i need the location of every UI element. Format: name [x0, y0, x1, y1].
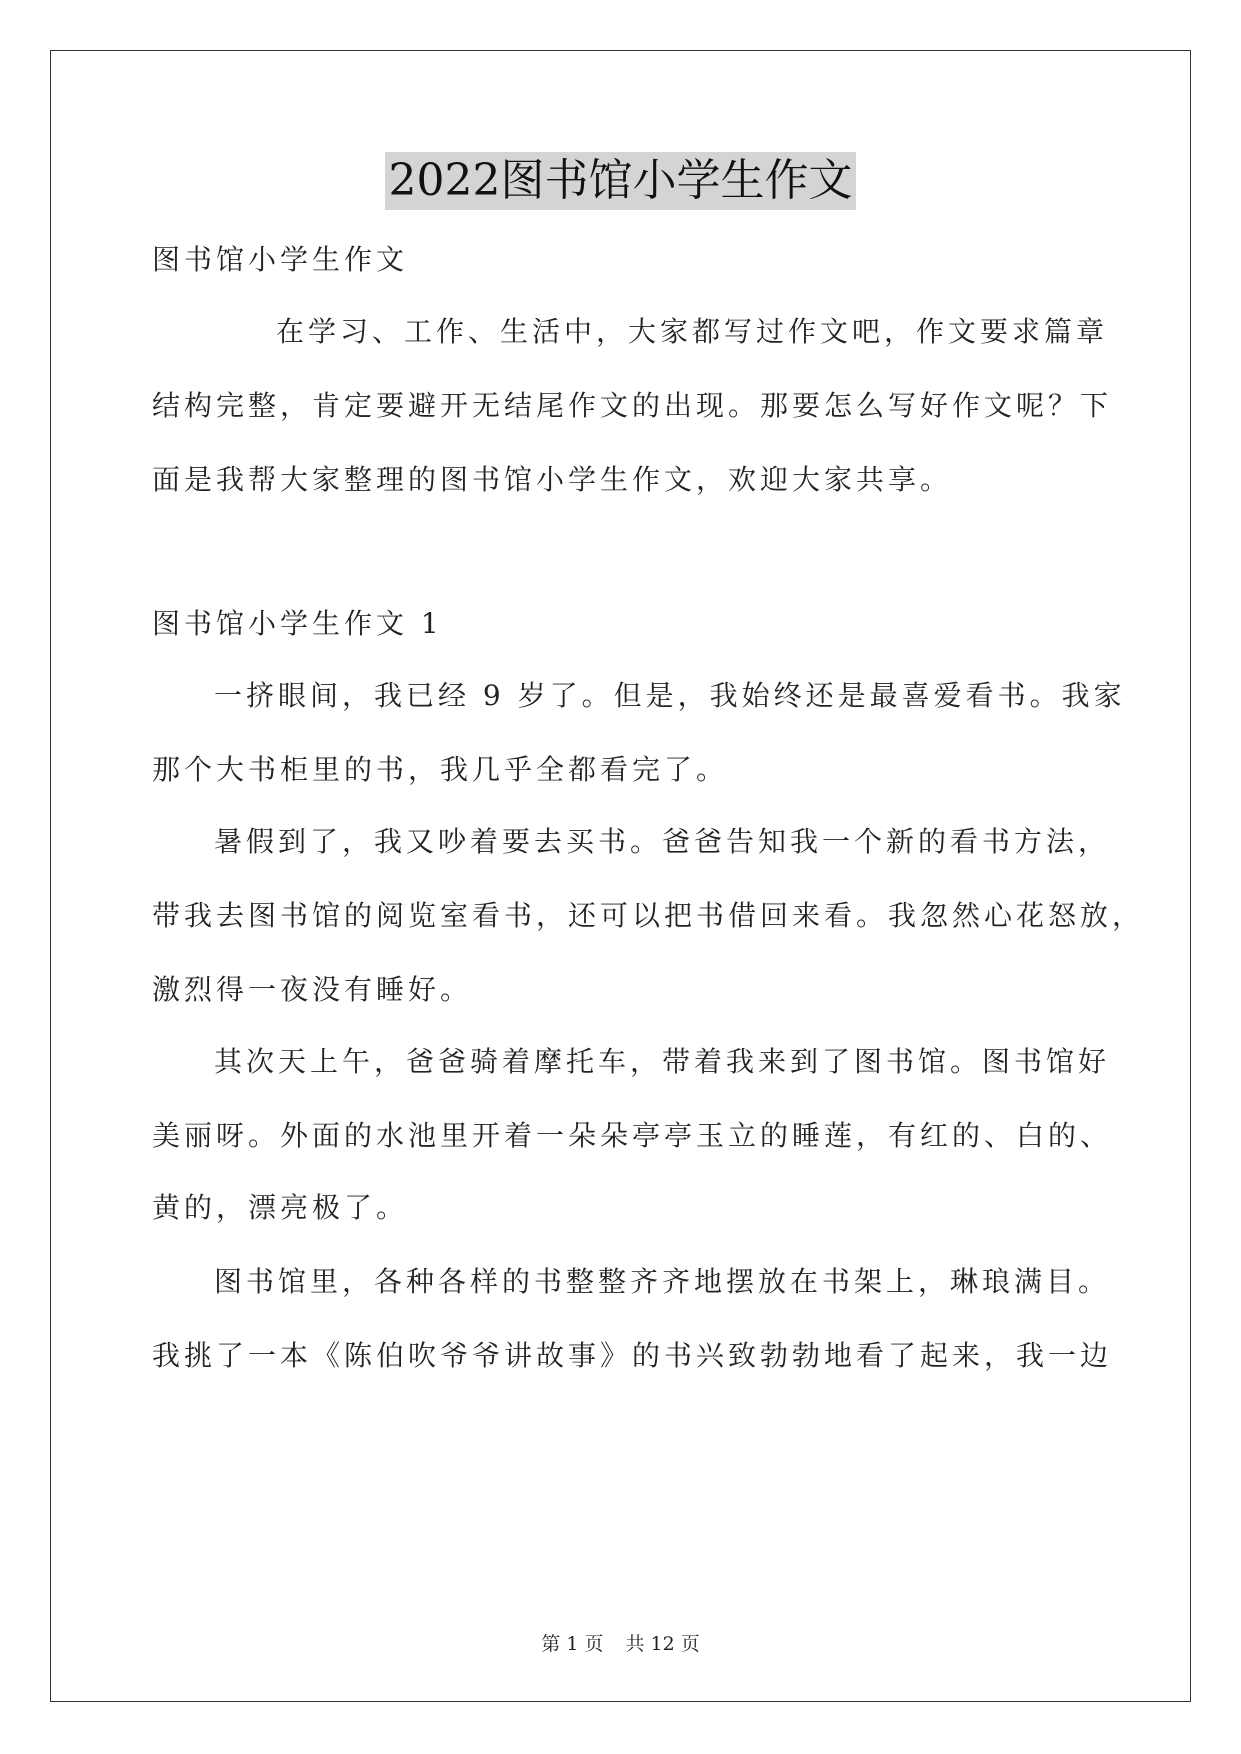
body-line: 美丽呀。外面的水池里开着一朵朵亭亭玉立的睡莲，有红的、白的、: [152, 1119, 1113, 1152]
body-line: 那个大书柜里的书，我几乎全都看完了。: [152, 753, 729, 786]
body-line: 图书馆里，各种各样的书整整齐齐地摆放在书架上，琳琅满目。: [214, 1265, 1111, 1298]
document-title-text: 2022图书馆小学生作文: [385, 152, 857, 210]
body-line: 我挑了一本《陈伯吹爷爷讲故事》的书兴致勃勃地看了起来，我一边: [152, 1339, 1113, 1372]
page-border: [50, 50, 1191, 1702]
body-line: 一挤眼间，我已经 9 岁了。但是，我始终还是最喜爱看书。我家: [214, 679, 1126, 712]
section-heading: 图书馆小学生作文 1: [152, 607, 443, 640]
body-line: 激烈得一夜没有睡好。: [152, 973, 473, 1006]
body-line: 暑假到了，我又吵着要去买书。爸爸告知我一个新的看书方法，: [214, 825, 1111, 858]
document-title: [0, 152, 1241, 210]
intro-line: 面是我帮大家整理的图书馆小学生作文，欢迎大家共享。: [152, 463, 953, 496]
document-subtitle: 图书馆小学生作文: [152, 243, 409, 276]
intro-line: 在学习、工作、生活中，大家都写过作文吧，作文要求篇章: [276, 315, 1109, 348]
body-line: 带我去图书馆的阅览室看书，还可以把书借回来看。我忽然心花怒放，: [152, 899, 1145, 932]
intro-line: 结构完整，肯定要避开无结尾作文的出现。那要怎么写好作文呢？下: [152, 389, 1113, 422]
page-footer: [0, 1632, 1241, 1656]
body-line: 黄的，漂亮极了。: [152, 1191, 409, 1224]
page-total: 共 12 页: [625, 1633, 700, 1655]
body-line: 其次天上午，爸爸骑着摩托车，带着我来到了图书馆。图书馆好: [214, 1045, 1111, 1078]
page-number: 第 1 页: [541, 1633, 604, 1655]
